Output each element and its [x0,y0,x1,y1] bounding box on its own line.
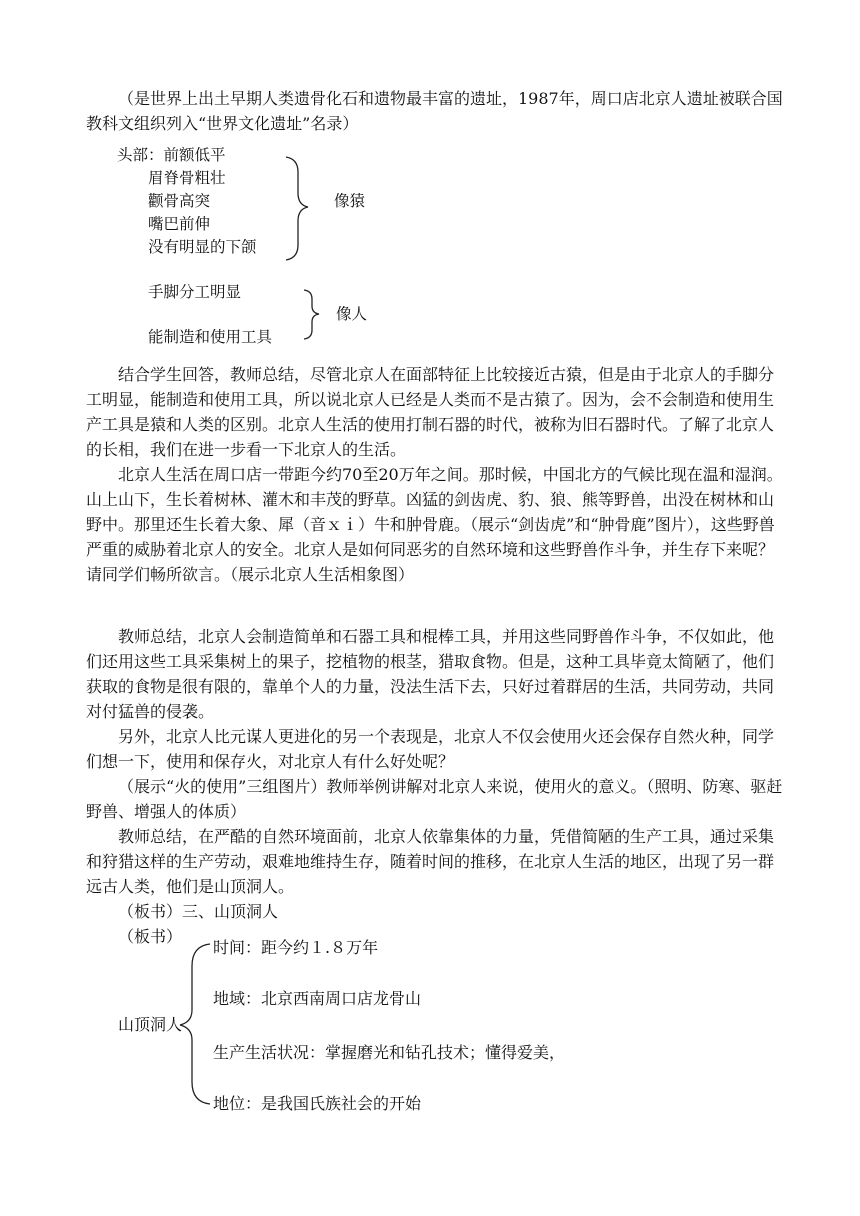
head-features-brace [286,157,308,260]
paragraph: 教师总结，在严酷的自然环境面前，北京人依靠集体的力量，凭借简陋的生产工具，通过采集和狩猎这样的生产劳动，艰难地维持生存，随着时间的推移，在北京人生活的地区，出现了另一群远古人类，他们是山顶洞人。 [86,827,775,896]
shandingdong-item: 生产生活状况：掌握磨光和钻孔技术；懂得爱美， [213,1043,566,1062]
shandingdong-brace [180,944,210,1104]
board-label: （板书） [118,927,183,946]
head-item: 没有明显的下颌 [148,238,257,256]
body-item: 能制造和使用工具 [148,328,273,346]
shandingdong-item: 地位：是我国氏族社会的开始 [213,1094,422,1113]
shandingdong-item: 时间：距今约１.８万年 [213,938,379,957]
paragraph: 另外，北京人比元谋人更进化的另一个表现是，北京人不仅会使用火还会保存自然火种，同学们想一下，使用和保存火，对北京人有什么好处呢？ [86,727,775,771]
body-features-brace [304,290,319,339]
head-item: 嘴巴前伸 [148,215,211,233]
shandingdong-label: 山顶洞人 [118,1015,183,1034]
head-item: 眉脊骨粗壮 [148,169,226,187]
shandingdong-item: 地域：北京西南周口店龙骨山 [213,989,422,1008]
paragraph: 北京人生活在周口店一带距今约70至20万年之间。那时候，中国北方的气候比现在温和湿润。山上山下，生长着树林、灌木和丰茂的野草。凶猛的剑齿虎、豹、狼、熊等野兽，出没在树林和山野中。那里还生长着大象、犀（音ｘｉ）牛和肿骨鹿。（展示“剑齿虎”和“肿骨鹿”图片），这些野兽严重的威胁着北京人的安全。北京人是如何同恶劣的自然环境和这些野兽作斗争，并生存下来呢？请同学们畅所欲言。（展示北京人生活相象图） [86,465,783,584]
head-prefix: 头部：前额低平 [117,146,226,164]
paragraph: 结合学生回答，教师总结，尽管北京人在面部特征上比较接近古猿，但是由于北京人的手脚分工明显，能制造和使用工具，所以说北京人已经是人类而不是古猿了。因为，会不会制造和使用生产工具是猿和人类的区别。北京人生活的使用打制石器的时代，被称为旧石器时代。了解了北京人的长相，我们在进一步看一下北京人的生活。 [86,365,775,459]
body-item: 手脚分工明显 [148,283,242,301]
paragraph: 教师总结，北京人会制造简单和石器工具和棍棒工具，并用这些同野兽作斗争，不仅如此，他们还用这些工具采集树上的果子，挖植物的根茎，猎取食物。但是，这种工具毕竟太简陋了，他们获取的食物是很有限的，靠单个人的力量，没法生活下去，只好过着群居的生活，共同劳动，共同对付猛兽的侵袭。 [86,627,775,721]
board-heading: （板书）三、山顶洞人 [118,902,279,921]
intro-note: （是世界上出土早期人类遗骨化石和遗物最丰富的遗址，1987年，周口店北京人遗址被联合国教科文组织列入“世界文化遗址”名录） [86,89,783,133]
paragraph: （展示“火的使用”三组图片）教师举例讲解对北京人来说，使用火的意义。（照明、防寒、驱赶野兽、增强人的体质） [86,777,783,821]
body-group-label: 像人 [336,305,368,323]
head-item: 颧骨高突 [148,192,211,210]
head-group-label: 像猿 [334,192,366,210]
